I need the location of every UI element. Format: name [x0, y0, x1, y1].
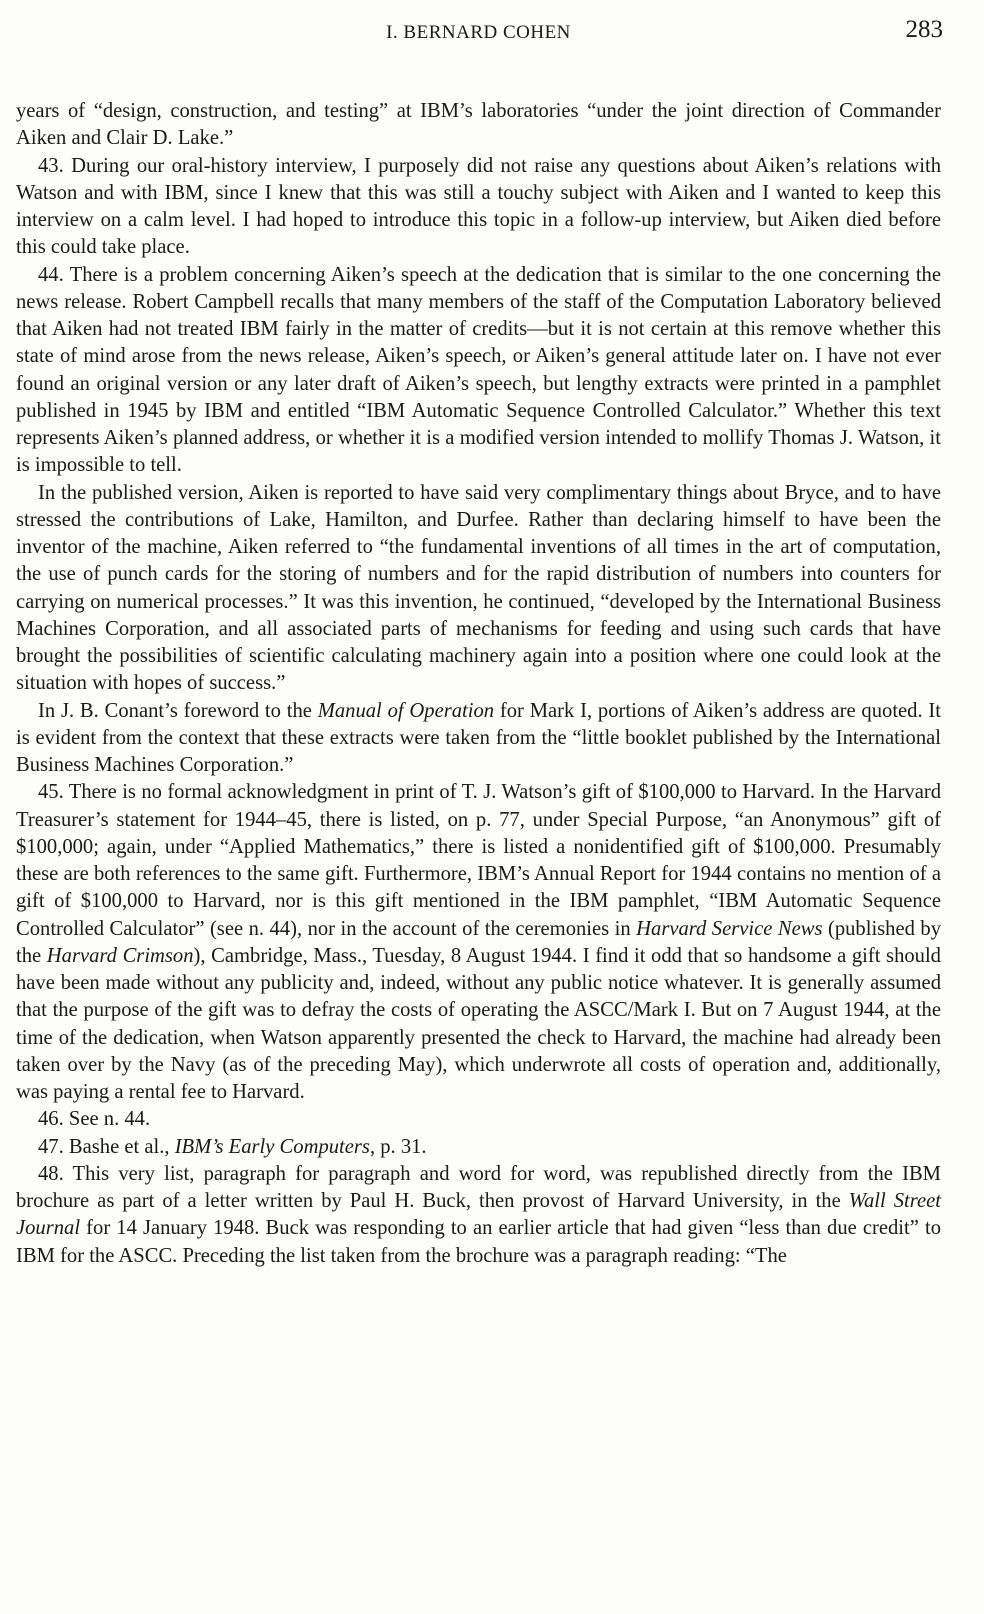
- text-run: 48. This very list, paragraph for paragraph and word for word, was republished directly from the IBM brochure as part of a letter written by Paul H. Buck, then provost of Harvard University, in the: [16, 1162, 941, 1212]
- text-run: (published by the: [16, 917, 941, 967]
- text-run: for 14 January 1948. Buck was responding to an earlier article that had given “less than due credit” to IBM for the ASCC. Preceding the list taken from the brochure was a paragraph reading: “The: [16, 1217, 941, 1267]
- italic-title: Wall Street Journal: [16, 1190, 941, 1240]
- italic-title: IBM’s Early Computers: [174, 1135, 370, 1158]
- italic-title: Harvard Service News: [636, 917, 823, 940]
- endnote-note-47: [16, 1134, 941, 1161]
- document-page: [16, 14, 941, 1270]
- italic-title: Manual of Operation: [317, 699, 495, 722]
- text-run: 46. See n. 44.: [38, 1108, 151, 1131]
- italic-title: Harvard Crimson: [46, 944, 194, 967]
- running-head: [16, 14, 941, 54]
- endnote-note-45: [16, 779, 941, 1106]
- text-run: 43. During our oral-history interview, I purposely did not raise any questions about Aiken’s relations with Watson and with IBM, since I knew that this was still a touchy subject with Aiken and I wanted to keep this interview on a calm level. I had hoped to introduce this topic in a follow-up interview, but Aiken died before this could take place.: [16, 154, 941, 259]
- endnotes-body: [16, 98, 941, 1270]
- text-run: for Mark I, portions of Aiken’s address are quoted. It is evident from the context that these extracts were taken from the “little booklet published by the International Business Machines Corporation.”: [16, 699, 942, 776]
- running-title: I. BERNARD COHEN: [386, 22, 571, 43]
- text-run: ), Cambridge, Mass., Tuesday, 8 August 1944. I find it odd that so handsome a gift should have been made without any publicity and, indeed, without any public notice whatever. It is generally assumed that the purpose of the gift was to defray the costs of operating the ASCC/Mark I. But on 7 August 1944, at the time of the dedication, when Watson apparently presented the check to Harvard, the machine had already been taken over by the Navy (as of the preceding May), which underwrote all costs of operation and, additionally, was paying a rental fee to Harvard.: [16, 944, 941, 1103]
- endnote-continuation: [16, 98, 941, 153]
- text-run: , p. 31.: [369, 1135, 427, 1158]
- text-run: 45. There is no formal acknowledgment in print of T. J. Watson’s gift of $100,000 to Harvard. In the Harvard Treasurer’s statement for 1944–45, there is listed, on p. 77, under Special Purpose, “an Anonymous” gift of $100,000; again, under “Applied Mathematics,” there is listed a nonidentified gift of $100,000. Presumably these are both references to the same gift. Furthermore, IBM’s Annual Report for 1944 contains no mention of a gift of $100,000 to Harvard, nor is this gift mentioned in the IBM pamphlet, “IBM Automatic Sequence Controlled Calculator” (see n. 44), nor in the account of the ceremonies in: [16, 781, 941, 940]
- endnote-note-43: [16, 153, 941, 262]
- endnote-note-46: [16, 1106, 941, 1133]
- endnote-note-44-published-version: [16, 480, 941, 698]
- text-run: years of “design, construction, and testing” at IBM’s laboratories “under the joint direction of Commander Aiken and Clair D. Lake.”: [16, 100, 941, 150]
- text-run: 47. Bashe et al.,: [38, 1135, 175, 1158]
- endnote-note-44: [16, 262, 941, 480]
- endnote-note-44-conant: [16, 698, 941, 780]
- endnote-note-48: [16, 1161, 941, 1270]
- page-number: 283: [905, 16, 943, 43]
- text-run: 44. There is a problem concerning Aiken’s speech at the dedication that is similar to the one concerning the news release. Robert Campbell recalls that many members of the staff of the Computation Laboratory believed that Aiken had not treated IBM fairly in the matter of credits—but it is not certain at this remove whether this state of mind arose from the news release, Aiken’s speech, or Aiken’s general attitude later on. I have not ever found an original version or any later draft of Aiken’s speech, but lengthy extracts were printed in a pamphlet published in 1945 by IBM and entitled “IBM Automatic Sequence Controlled Calculator.” Whether this text represents Aiken’s planned address, or whether it is a modified version intended to mollify Thomas J. Watson, it is impossible to tell.: [16, 263, 941, 477]
- text-run: In the published version, Aiken is reported to have said very complimentary things about Bryce, and to have stressed the contributions of Lake, Hamilton, and Durfee. Rather than declaring himself to have been the inventor of the machine, Aiken referred to “the fundamental inventions of all times in the art of computation, the use of punch cards for the storing of numbers and for the rapid distribution of numbers into counters for carrying on numerical processes.” It was this invention, he continued, “developed by the International Business Machines Corporation, and all associated parts of mechanisms for feeding and using such cards that have brought the possibilities of scientific calculating machinery again into a position where one could look at the situation with hopes of success.”: [16, 481, 941, 695]
- text-run: In J. B. Conant’s foreword to the: [38, 699, 318, 722]
